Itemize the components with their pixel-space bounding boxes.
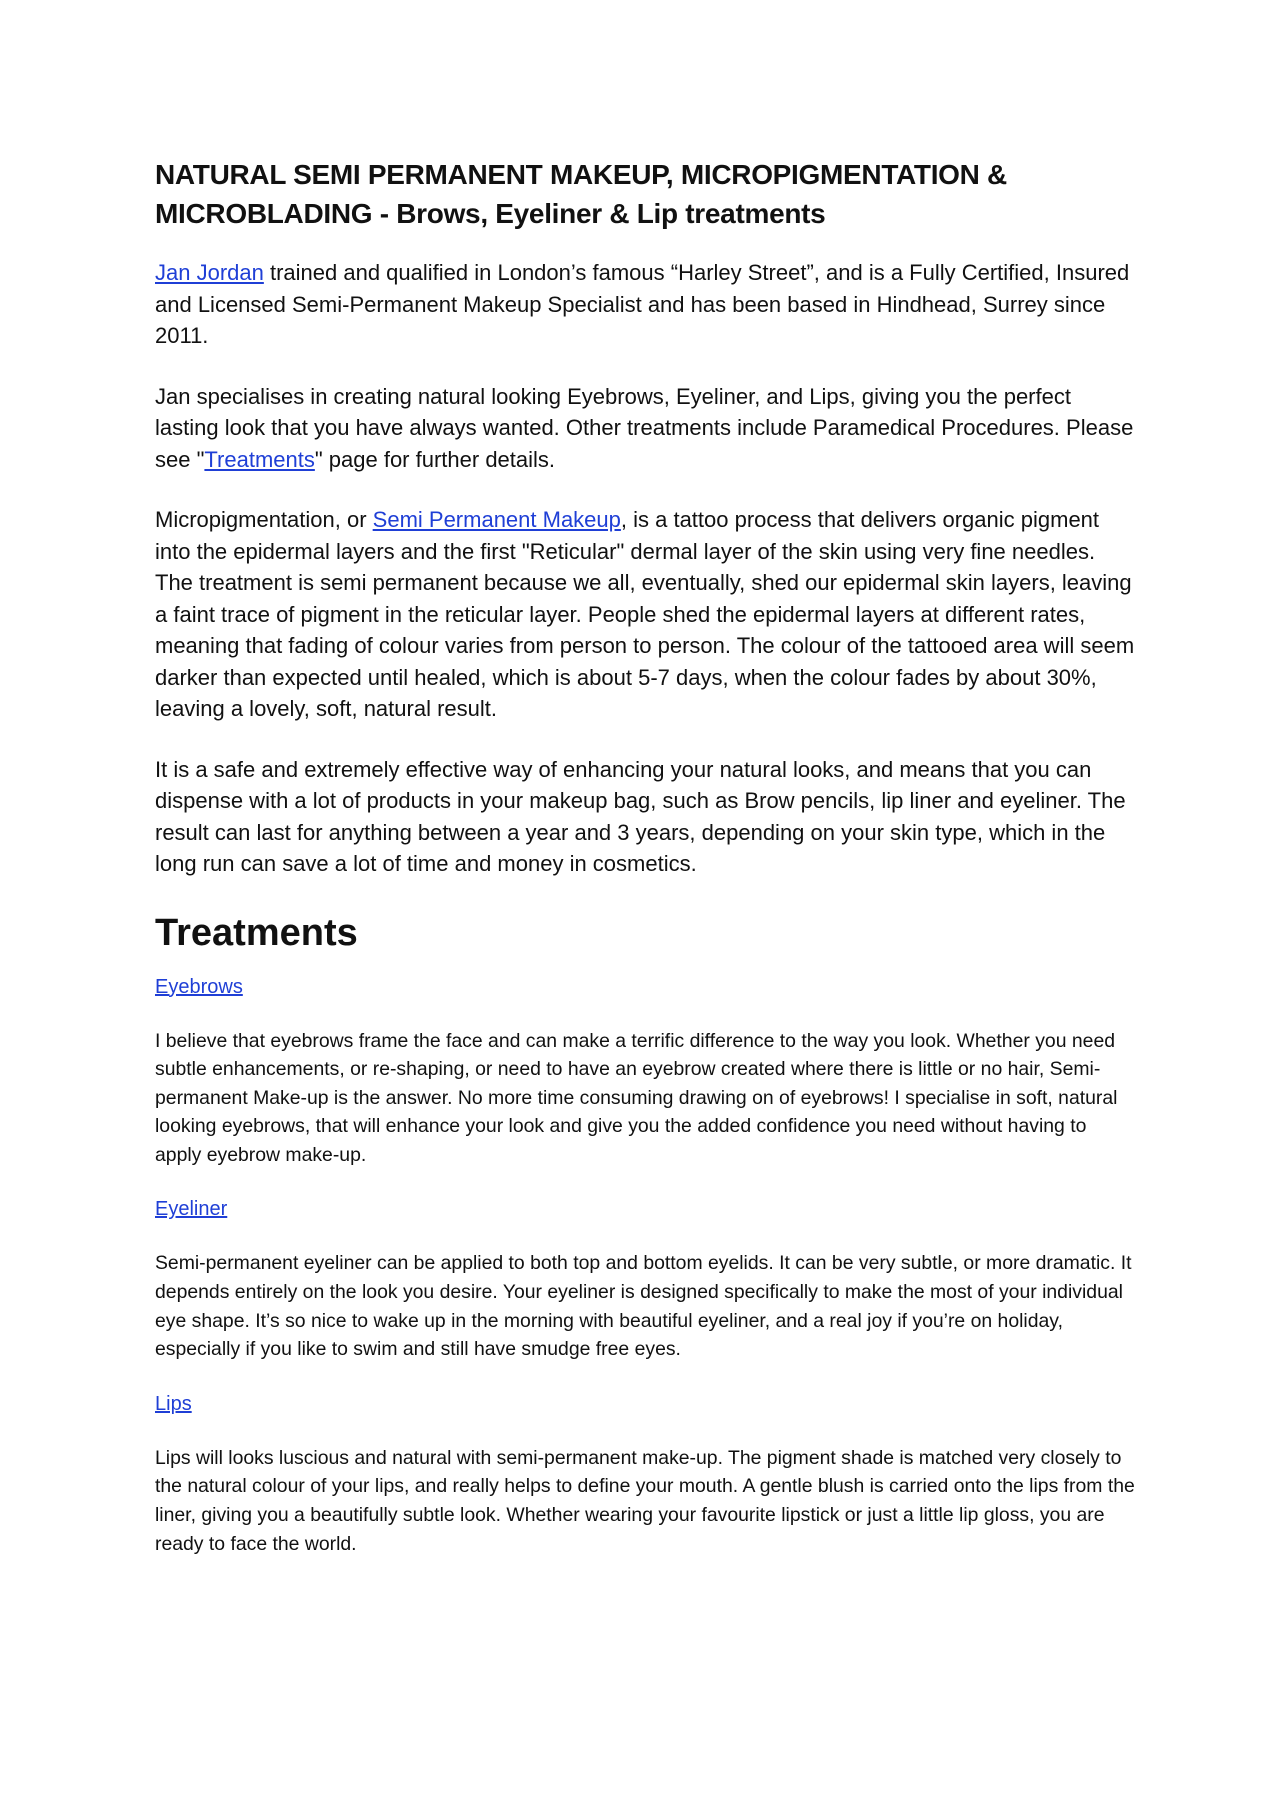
- jan-jordan-link[interactable]: Jan Jordan: [155, 260, 264, 285]
- semi-permanent-makeup-link[interactable]: Semi Permanent Makeup: [372, 507, 621, 532]
- intro-paragraph-2-before: Jan specialises in creating natural looking Eyebrows, Eyeliner, and Lips, giving you the perfect lasting look that you have always wanted. Other treatments include Paramedical Procedures. Please see ": [155, 383, 1134, 472]
- page-title: NATURAL SEMI PERMANENT MAKEUP, MICROPIGMENTATION & MICROBLADING - Brows, Eyeliner & Lip treatments: [155, 159, 1007, 229]
- treatments-heading: Treatments: [155, 911, 358, 954]
- lips-paragraph: Lips will looks luscious and natural with semi-permanent make-up. The pigment shade is matched very closely to the natural colour of your lips, and really helps to define your mouth. A gentle blush is carried onto the lips from the liner, giving you a beautifully subtle look. Whether wearing your favourite lipstick or just a little lip gloss, you are ready to face the world.: [155, 1446, 1135, 1555]
- document-page: [155, 155, 1135, 1584]
- eyebrows-paragraph: I believe that eyebrows frame the face and can make a terrific difference to the way you look. Whether you need subtle enhancements, or re-shaping, or need to have an eyebrow created where there is little or no hair, Semi-permanent Make-up is the answer. No more time consuming drawing on of eyebrows! I specialise in soft, natural looking eyebrows, that will enhance your look and give you the added confidence you need without having to apply eyebrow make-up.: [155, 1029, 1118, 1166]
- intro-paragraph-3-after: , is a tattoo process that delivers organic pigment into the epidermal layers and the first "Reticular" dermal layer of the skin using very fine needles. The treatment is semi permanent because we all, eventually, shed our epidermal skin layers, leaving a faint trace of pigment in the reticular layer. People shed the epidermal layers at different rates, meaning that fading of colour varies from person to person. The colour of the tattooed area will seem darker than expected until healed, which is about 5-7 days, when the colour fades by about 30%, leaving a lovely, soft, natural result.: [155, 507, 1135, 721]
- eyebrows-subheading: [155, 973, 1135, 1001]
- intro-paragraph-2-after: " page for further details.: [314, 446, 556, 472]
- eyeliner-link[interactable]: Eyeliner: [155, 1198, 228, 1221]
- eyeliner-paragraph: Semi-permanent eyeliner can be applied to both top and bottom eyelids. It can be very subtle, or more dramatic. It depends entirely on the look you desire. Your eyeliner is designed specifically to make the most of your individual eye shape. It’s so nice to wake up in the morning with beautiful eyeliner, and a real joy if you’re on holiday, especially if you like to swim and still have smudge free eyes.: [155, 1252, 1132, 1361]
- intro-paragraph-4: It is a safe and extremely effective way of enhancing your natural looks, and means that you can dispense with a lot of products in your makeup bag, such as Brow pencils, lip liner and eyeliner. The result can last for anything between a year and 3 years, depending on your skin type, which in the long run can save a lot of time and money in cosmetics.: [155, 756, 1126, 876]
- treatments-link[interactable]: Treatments: [204, 446, 315, 472]
- lips-subheading: [155, 1390, 1135, 1418]
- intro-paragraph-3: [155, 504, 1135, 725]
- lips-link[interactable]: Lips: [155, 1392, 192, 1415]
- eyebrows-link[interactable]: Eyebrows: [155, 975, 243, 998]
- intro-paragraph-1-text: trained and qualified in London’s famous “Harley Street”, and is a Fully Certified, Insured and Licensed Semi-Permanent Makeup Specialist and has been based in Hindhead, Surrey since 2011.: [155, 260, 1130, 348]
- intro-paragraph-1: [155, 257, 1135, 352]
- intro-paragraph-2: [155, 381, 1135, 476]
- intro-paragraph-3-before: Micropigmentation, or: [155, 507, 373, 532]
- eyeliner-subheading: [155, 1195, 1135, 1223]
